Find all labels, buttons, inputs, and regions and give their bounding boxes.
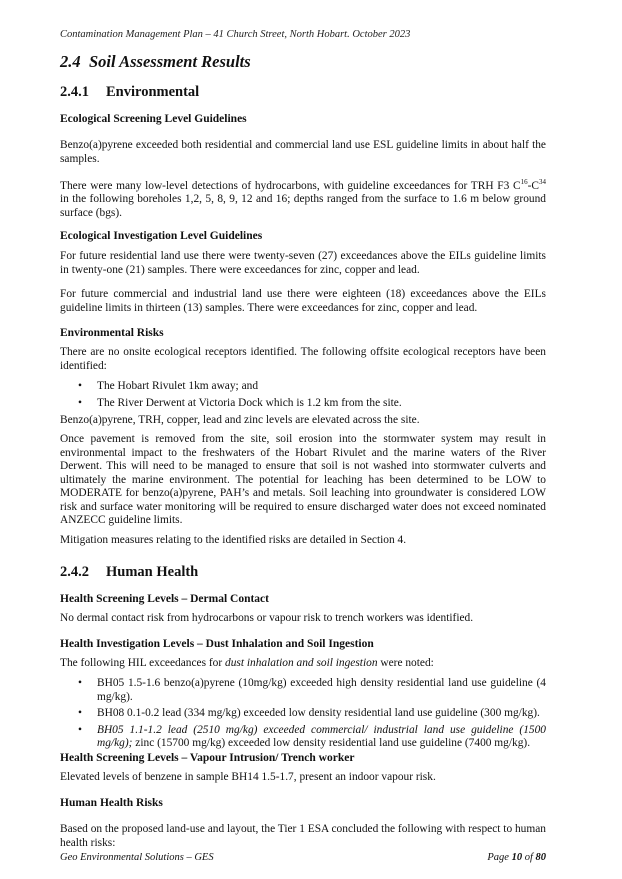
dermal-heading: Health Screening Levels – Dermal Contact bbox=[60, 593, 269, 605]
list-item: • The Hobart Rivulet 1km away; and bbox=[60, 380, 546, 394]
list-item: • BH08 0.1-0.2 lead (334 mg/kg) exceeded low density residential land use guideline (300 mg/kg). bbox=[60, 707, 546, 721]
subsection-title: Human Health bbox=[106, 564, 199, 580]
hil-item3-rest: zinc (15700 mg/kg) exceeded low density residential land use guideline (7400 mg/kg). bbox=[132, 737, 531, 749]
running-header: Contamination Management Plan – 41 Church Street, North Hobart. October 2023 bbox=[60, 29, 411, 40]
hh-risks-paragraph: Based on the proposed land-use and layout, the Tier 1 ESA concluded the following with respect to human health risks: bbox=[60, 823, 546, 849]
list-item: • BH05 1.5-1.6 benzo(a)pyrene (10mg/kg) exceeded high density residential land use guideline (4 mg/kg). bbox=[60, 677, 546, 704]
list-item: • The River Derwent at Victoria Dock which is 1.2 km from the site. bbox=[60, 397, 546, 411]
page-total: 80 bbox=[535, 852, 546, 863]
section-heading bbox=[60, 52, 251, 72]
dermal-paragraph: No dermal contact risk from hydrocarbons or vapour risk to trench workers was identified. bbox=[60, 612, 474, 624]
subsection-number: 2.4.1 bbox=[60, 84, 89, 100]
eil-paragraph-2: For future commercial and industrial land use there were eighteen (18) exceedances above the EILs guideline limits in thirteen (13) samples. There were exceedances for zinc, copper and lead. bbox=[60, 288, 546, 314]
page-current: 10 bbox=[511, 852, 523, 863]
eil-heading: Ecological Investigation Level Guidelines bbox=[60, 230, 263, 242]
env-risks-heading: Environmental Risks bbox=[60, 327, 164, 339]
vapour-paragraph: Elevated levels of benzene in sample BH14 1.5-1.7, present an indoor vapour risk. bbox=[60, 771, 436, 783]
env-risks-paragraph-1: There are no onsite ecological receptors identified. The following offsite ecological receptors have been identified: bbox=[60, 346, 546, 372]
env-risks-paragraph-4: Mitigation measures relating to the identified risks are detailed in Section 4. bbox=[60, 534, 407, 546]
subsection-number: 2.4.2 bbox=[60, 564, 89, 580]
eil-paragraph-1: For future residential land use there were twenty-seven (27) exceedances above the EILs guideline limits in twenty-one (21) samples. There were exceedances for zinc, copper and lead. bbox=[60, 250, 546, 276]
page-of: of bbox=[522, 852, 536, 863]
hil-exceedance-list bbox=[60, 677, 546, 754]
hil-intro bbox=[60, 657, 546, 671]
carbon-range-start: 16 bbox=[520, 178, 528, 186]
esl-paragraph-1: Benzo(a)pyrene exceeded both residential and commercial land use ESL guideline limits in about half the samples. bbox=[60, 139, 546, 165]
page-prefix: Page bbox=[487, 852, 512, 863]
list-item bbox=[60, 724, 546, 751]
subsection-heading-human-health bbox=[60, 564, 198, 581]
esl-heading: Ecological Screening Level Guidelines bbox=[60, 113, 247, 125]
esl-paragraph-2 bbox=[60, 176, 546, 220]
carbon-range-end: 34 bbox=[539, 178, 546, 186]
section-title: Soil Assessment Results bbox=[89, 52, 251, 71]
hil-intro-c: were noted: bbox=[377, 657, 434, 669]
subsection-heading-environmental bbox=[60, 84, 199, 101]
esl-p2-part-b: -C bbox=[527, 179, 539, 192]
env-risks-paragraph-3: Once pavement is removed from the site, soil erosion into the stormwater system may result in environmental impact to the freshwaters of the Hobart Rivulet and the marine waters of the River Derwent. This will need to be managed to ensure that soil is not washed into stormwater culverts and ultimately the marine environment. The potential for leaching has been determined to be LOW to MODERATE for benzo(a)pyrene, PAH’s and metals. Soil leaching into groundwater is considered LOW risk and surface water monitoring will be required to ensure discharged water does not exceed nominated ANZECC guideline limits. bbox=[60, 433, 546, 526]
section-number: 2.4 bbox=[60, 52, 81, 71]
esl-p2-part-a: There were many low-level detections of hydrocarbons, with guideline exceedances for TRH F3 C bbox=[60, 179, 521, 192]
hil-intro-a: The following HIL exceedances for bbox=[60, 657, 225, 669]
hh-risks-heading: Human Health Risks bbox=[60, 797, 163, 809]
hil-intro-emphasis: dust inhalation and soil ingestion bbox=[225, 657, 378, 669]
receptor-list bbox=[60, 380, 546, 413]
hil-item3-italic: BH05 1.1-1.2 lead (2510 mg/kg) exceeded commercial/ industrial land use guideline (1500 mg/kg); bbox=[97, 723, 546, 749]
footer-page-number bbox=[487, 852, 546, 863]
footer-company: Geo Environmental Solutions – GES bbox=[60, 852, 214, 863]
env-risks-paragraph-2: Benzo(a)pyrene, TRH, copper, lead and zinc levels are elevated across the site. bbox=[60, 414, 420, 426]
hil-heading: Health Investigation Levels – Dust Inhalation and Soil Ingestion bbox=[60, 638, 374, 650]
subsection-title: Environmental bbox=[106, 84, 200, 100]
esl-p2-part-c: in the following boreholes 1,2, 5, 8, 9, 12 and 16; depths ranged from the surface to 1.6 m below ground surface (bgs). bbox=[60, 193, 546, 219]
vapour-heading: Health Screening Levels – Vapour Intrusion/ Trench worker bbox=[60, 752, 355, 764]
